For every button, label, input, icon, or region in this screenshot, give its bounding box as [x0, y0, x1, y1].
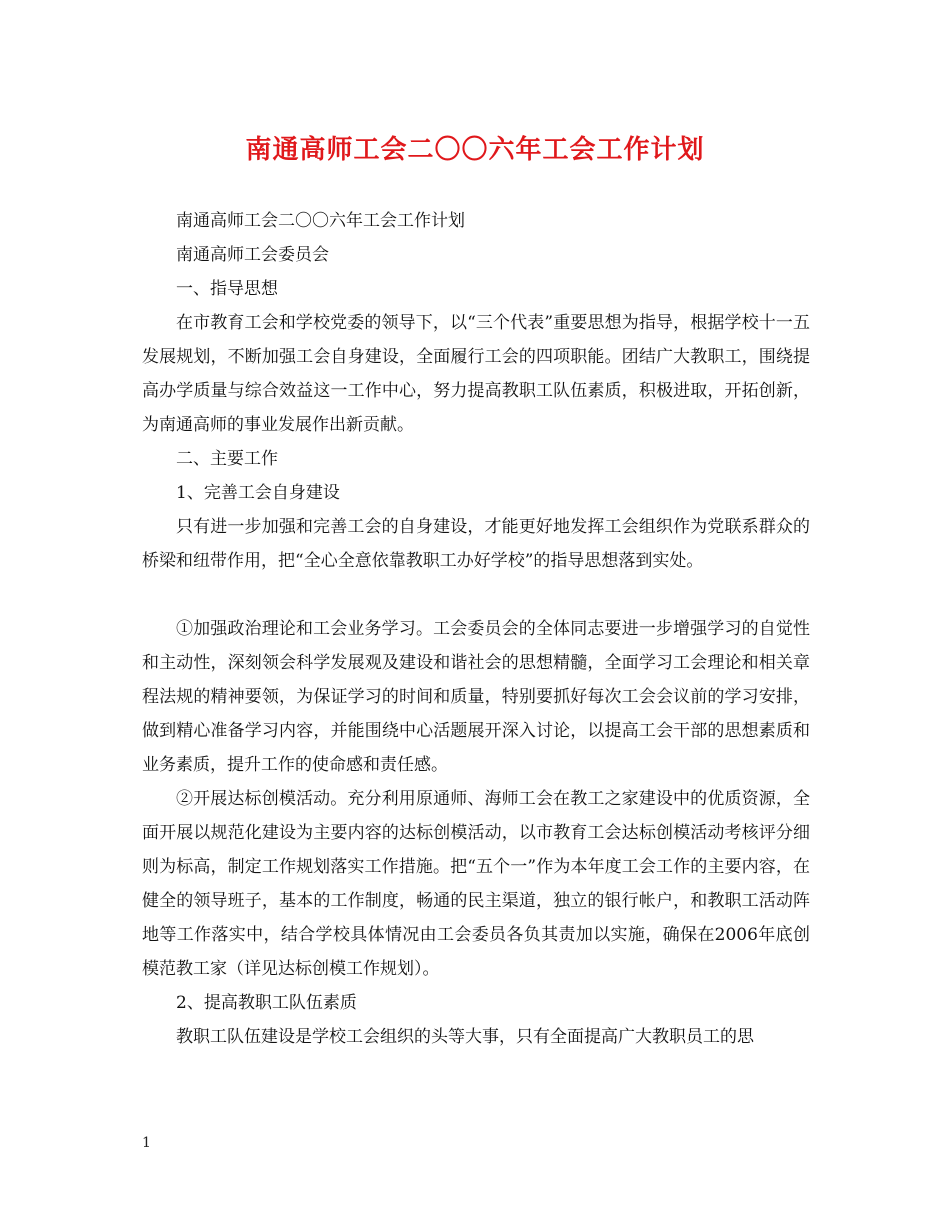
document-title: 南通高师工会二〇〇六年工会工作计划 [245, 135, 705, 165]
paragraph-model-activity: ②开展达标创模活动。充分利用原通师、海师工会在教工之家建设中的优质资源，全面开展以规范化建设为主要内容的达标创模活动，以市教育工会达标创模活动考核评分细则为标高，制定工作规划落实工作措施。把“五个一”作为本年度工会工作的主要内容，在健全的领导班子，基本的工作制度，畅通的民主渠道，独立的银行帐户，和教职工活动阵地等工作落实中，结合学校具体情况由工会委员各负其责加以实施，确保在2006年底创模范教工家（详见达标创模工作规划）。 [142, 789, 810, 979]
subsection-heading-self-construction: 1、完善工会自身建设 [176, 483, 340, 503]
paragraph-staff-quality: 教职工队伍建设是学校工会组织的头等大事，只有全面提高广大教职员工的思 [176, 1027, 754, 1047]
section-heading-main-work: 二、主要工作 [176, 449, 278, 469]
document-body [142, 204, 810, 1054]
author-line: 南通高师工会委员会 [176, 245, 329, 265]
paragraph-guiding-ideology: 在市教育工会和学校党委的领导下，以“三个代表”重要思想为指导，根据学校十一五发展规划，不断加强工会自身建设，全面履行工会的四项职能。团结广大教职工，围绕提高办学质量与综合效益这一工作中心，努力提高教职工队伍素质，积极进取，开拓创新，为南通高师的事业发展作出新贡献。 [142, 313, 810, 435]
paragraph-study: ①加强政治理论和工会业务学习。工会委员会的全体同志要进一步增强学习的自觉性和主动性，深刻领会科学发展观及建设和谐社会的思想精髓，全面学习工会理论和相关章程法规的精神要领，为保证学习的时间和质量，特别要抓好每次工会会议前的学习安排，做到精心准备学习内容，并能围绕中心活题展开深入讨论，以提高工会干部的思想素质和业务素质，提升工作的使命感和责任感。 [142, 619, 810, 775]
paragraph-self-construction: 只有进一步加强和完善工会的自身建设，才能更好地发挥工会组织作为党联系群众的桥梁和纽带作用，把“全心全意依靠教职工办好学校”的指导思想落到实处。 [142, 517, 810, 571]
page-number: 1 [142, 1135, 151, 1151]
subsection-heading-staff-quality: 2、提高教职工队伍素质 [176, 993, 357, 1013]
blank-line [142, 578, 810, 612]
section-heading-guiding-ideology: 一、指导思想 [176, 279, 278, 299]
subtitle-line: 南通高师工会二〇〇六年工会工作计划 [176, 211, 465, 231]
